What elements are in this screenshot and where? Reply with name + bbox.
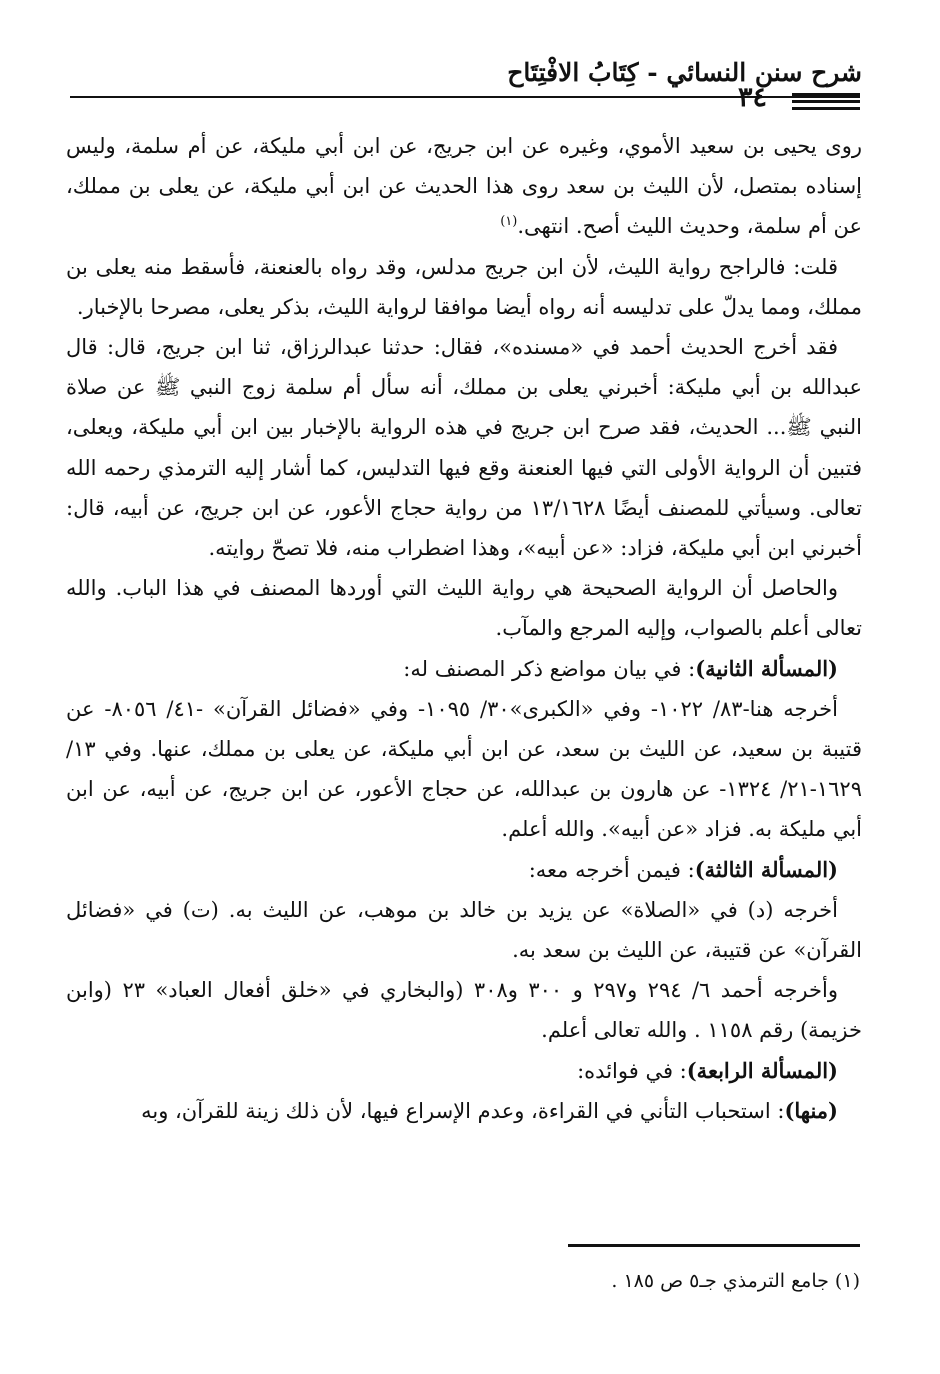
page-number-rule xyxy=(792,93,860,96)
paragraph: قلت: فالراجح رواية الليث، لأن ابن جريج مدلس، وقد رواه بالعنعنة، فأسقط منه يعلى بن مملك، ومما يدلّ على تدليسه أنه رواه أيضا موافقا لرواية الليث، بذكر يعلى، مصرحا بالإخبار. xyxy=(66,254,862,319)
paragraph: فقد أخرج الحديث أحمد في «مسنده»، فقال: حدثنا عبدالرزاق، ثنا ابن جريج، قال: قال عبدالله بن أبي مليكة: أخبرني يعلى بن مملك، أنه سأل أم سلمة زوج النبي ﷺ عن صلاة النبي ﷺ... الحديث، فقد صرح ابن جريج في هذه الرواية بالإخبار بين ابن أبي مليكة، ويعلى، فتبين أن الرواية الأولى التي فيها العنعنة وقع فيها التدليس، كما أشار إليه الترمذي رحمه الله تعالى. وسيأتي للمصنف أيضًا ١٣/١٦٢٨ من رواية حجاج الأعور، عن ابن جريج، عن أبيه، قال: أخبرني ابن أبي مليكة، فزاد: «عن أبيه»، وهذا اضطراب منه، فلا تصحّ روايته. xyxy=(66,335,862,561)
question-label: (المسألة الثانية) xyxy=(695,655,838,681)
page-number-rule xyxy=(792,107,860,110)
question-text: : فيمن أخرجه معه: xyxy=(528,857,695,882)
footnote-rule xyxy=(568,1244,860,1247)
page-number: ٣٤ xyxy=(738,82,768,113)
running-title: شرح سنن النسائي - كِتَابُ الافْتِتَاح xyxy=(507,58,862,87)
paragraph xyxy=(66,126,862,247)
section-heading xyxy=(66,649,862,689)
main-text xyxy=(66,126,862,1131)
paragraph xyxy=(66,1091,862,1131)
question-text: : في بيان مواضع ذكر المصنف له: xyxy=(403,656,696,681)
question-label: (المسألة الثالثة) xyxy=(694,856,838,882)
paragraph-text: روى يحيى بن سعيد الأموي، وغيره عن ابن جريج، عن ابن أبي مليكة، عن أم سلمة، وليس إسناده بمتصل، لأن الليث بن سعد روى هذا الحديث عن ابن أبي مليكة، عن يعلى بن مملك، عن أم سلمة، وحديث الليث أصح. انتهى. xyxy=(66,134,862,239)
question-text: : في فوائده: xyxy=(577,1058,687,1083)
paragraph: أخرجه هنا-٨٣/ ١٠٢٢- وفي «الكبرى»٣٠/ ١٠٩٥- وفي «فضائل القرآن» -٤١/ ٨٠٥٦- عن قتيبة بن سعيد، عن الليث بن سعد، عن ابن أبي مليكة، عن يعلى بن مملك، عنها. وفي ١٣/ ١٦٢٩-٢١/ ١٣٢٤- عن هارون بن عبدالله، عن حجاج الأعور، عن ابن جريج، عن أبيه، عن ابن أبي مليكة به. فزاد «عن أبيه». والله أعلم. xyxy=(66,696,862,842)
question-label: (المسألة الرابعة) xyxy=(686,1057,838,1083)
paragraph-text: : استحباب التأني في القراءة، وعدم الإسراع فيها، لأن ذلك زينة للقرآن، وبه xyxy=(141,1098,785,1123)
paragraph: والحاصل أن الرواية الصحيحة هي رواية الليث التي أوردها المصنف في هذا الباب. والله تعالى أعلم بالصواب، وإليه المرجع والمآب. xyxy=(66,576,862,641)
footnote-marker: (١) xyxy=(500,214,518,230)
paragraph: أخرجه (د) في «الصلاة» عن يزيد بن خالد بن موهب، عن الليث به. (ت) في «فضائل القرآن» عن قتيبة، عن الليث بن سعد به. xyxy=(66,897,862,963)
page-number-rule xyxy=(792,100,860,103)
section-heading xyxy=(66,850,862,890)
item-label: (منها) xyxy=(784,1097,838,1123)
footnote: (١) جامع الترمذي جـ٥ ص ١٨٥ . xyxy=(611,1270,860,1292)
paragraph: وأخرجه أحمد ٦/ ٢٩٤ و٢٩٧ و ٣٠٠ و٣٠٨ (والبخاري في «خلق أفعال العباد» ٢٣ (وابن خزيمة) رقم ١١٥٨ . والله تعالى أعلم. xyxy=(66,978,862,1043)
section-heading xyxy=(66,1051,862,1091)
